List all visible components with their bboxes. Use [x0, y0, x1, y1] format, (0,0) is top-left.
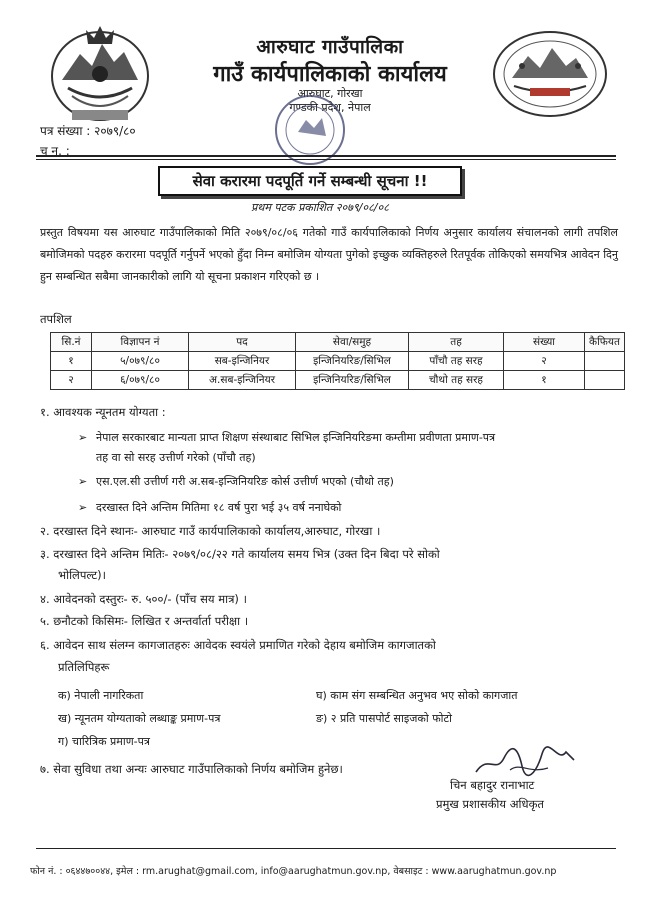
table-cell: १ — [51, 352, 92, 371]
section-qualification-heading: १. आवश्यक न्यूनतम योग्यता : — [40, 405, 166, 419]
table-cell: २ — [504, 352, 585, 371]
signatory-name: चिन बहादुर रानाभाट — [450, 778, 535, 792]
arrow-bullet-icon: ➢ — [78, 501, 88, 514]
office-name-line1: आरुघाट गाउँपालिका — [256, 36, 404, 58]
qualification-text: दरखास्त दिने अन्तिम मितिमा १८ वर्ष पुरा भई ३५ वर्ष ननाघेको — [96, 501, 342, 514]
table-row — [51, 371, 625, 390]
qualification-item — [78, 430, 495, 445]
table-cell — [585, 352, 625, 371]
document-item: ख) न्यूनतम योग्यताको लब्धाङ्क प्रमाण-पत्र — [58, 712, 221, 725]
office-stamp-icon — [270, 90, 350, 170]
notice-title: सेवा करारमा पदपूर्ति गर्ने सम्बन्धी सूचना !! — [158, 166, 462, 196]
footer-divider — [36, 848, 616, 849]
section-selection-type: ५. छनौटको किसिमः- लिखित र अन्तर्वार्ता परीक्षा । — [40, 614, 249, 628]
arrow-bullet-icon: ➢ — [78, 475, 88, 488]
document-item: ङ) २ प्रति पासपोर्ट साइजको फोटो — [316, 712, 452, 725]
table-cell: सब-इन्जिनियर — [189, 352, 296, 371]
publish-note: प्रथम पटक प्रकाशित २०७९/०८/०८ — [251, 201, 389, 214]
table-header: कैफियत — [585, 333, 625, 352]
section-application-fee: ४. आवेदनको दस्तुरः- रु. ५००/- (पाँच सय मात्र) । — [40, 592, 247, 606]
qualification-text-cont: तह वा सो सरह उत्तीर्ण गरेको (पाँचौ तह) — [96, 451, 256, 464]
municipality-logo-icon — [490, 28, 610, 120]
table-cell: चौथो तह सरह — [409, 371, 504, 390]
vacancy-table — [50, 332, 625, 390]
table-header: पद — [189, 333, 296, 352]
office-province: गण्डकी प्रदेश, नेपाल — [289, 101, 371, 114]
qualification-text: नेपाल सरकारबाट मान्यता प्राप्त शिक्षण संस्थाबाट सिभिल इन्जिनियरिङमा कम्तीमा प्रवीणता प्रमाण-पत्र — [96, 431, 496, 444]
table-cell: अ.सब-इन्जिनियर — [189, 371, 296, 390]
letter-number: पत्र संख्या : २०७९/८० — [40, 124, 136, 138]
document-item: घ) काम संग सम्बन्धित अनुभव भए सोको कागजात — [316, 689, 518, 702]
section-deadline-cont: भोलिपल्ट)। — [58, 568, 107, 582]
section-documents-cont: प्रतिलिपिहरू — [58, 660, 110, 674]
table-header: विज्ञापन नं — [92, 333, 189, 352]
section-deadline: ३. दरखास्त दिने अन्तिम मितिः- २०७९/०८/२२ गते कार्यालय समय भित्र (उक्त दिन बिदा परे सोको — [40, 547, 440, 561]
intro-paragraph: प्रस्तुत विषयमा यस आरुघाट गाउँपालिकाको मिति २०७९/०८/०६ गतेको गाउँ कार्यपालिकाको निर्णय अनुसार कार्यालय संचालनको लागी तपशिल बमोजिमको पदहरु करारमा पदपूर्ति गर्नुपर्ने भएको हुँदा निम्न बमोजिम योग्यता पुगेको इच्छुक व्यक्तिहरुले रितपूर्वक तोकिएको समयभित्र आवेदन दिनु हुन सम्बन्धित सबैमा जानकारीको लागि यो सूचना प्रकाशन गरिएको छ । — [40, 226, 618, 283]
table-header: तह — [409, 333, 504, 352]
table-cell: इन्जिनियरिङ/सिभिल — [296, 371, 409, 390]
qualification-item — [78, 500, 341, 515]
table-cell: इन्जिनियरिङ/सिभिल — [296, 352, 409, 371]
footer-contact: फोन नं. : ०६४४७००४४, इमेल : rm.arughat@gmail.com, info@aarughatmun.gov.np, वेबसाइट : www.aarughatmun.gov.np — [30, 866, 557, 877]
document-item: ग) चारित्रिक प्रमाण-पत्र — [58, 735, 150, 748]
table-header: संख्या — [504, 333, 585, 352]
table-cell: ६/०७९/८० — [92, 371, 189, 390]
table-header: सेवा/समुह — [296, 333, 409, 352]
section-facilities: ७. सेवा सुविधा तथा अन्यः आरुघाट गाउँपालिकाको निर्णय बमोजिम हुनेछ। — [40, 762, 343, 776]
arrow-bullet-icon: ➢ — [78, 431, 88, 444]
office-name-line2: गाउँ कार्यपालिकाको कार्यालय — [213, 62, 447, 87]
qualification-text: एस.एल.सी उत्तीर्ण गरी अ.सब-इन्जिनियरिङ कोर्स उत्तीर्ण भएको (चौथो तह) — [96, 475, 394, 488]
header-divider-thin — [36, 159, 616, 160]
qualification-item — [78, 474, 394, 489]
signature-icon — [470, 744, 580, 780]
table-cell: ५/०७९/८० — [92, 352, 189, 371]
table-header-row — [51, 333, 625, 352]
details-label: तपशिल — [40, 312, 72, 326]
section-application-place: २. दरखास्त दिने स्थानः- आरुघाट गाउँ कार्यपालिकाको कार्यालय,आरुघाट, गोरखा । — [40, 524, 381, 538]
document-item: क) नेपाली नागरिकता — [58, 689, 144, 702]
table-row — [51, 352, 625, 371]
signatory-position: प्रमुख प्रशासकीय अधिकृत — [436, 797, 544, 811]
table-header: सि.नं — [51, 333, 92, 352]
section-documents: ६. आवेदन साथ संलग्न कागजातहरुः आवेदक स्वयंले प्रमाणित गरेको देहाय बमोजिम कागजातको — [40, 638, 436, 652]
table-cell: २ — [51, 371, 92, 390]
header-divider — [36, 155, 616, 157]
dispatch-number: च न. : — [40, 144, 70, 158]
nepal-emblem-icon — [42, 18, 158, 130]
table-cell: १ — [504, 371, 585, 390]
table-cell: पाँचौ तह सरह — [409, 352, 504, 371]
table-cell — [585, 371, 625, 390]
office-address: आरुघाट, गोरखा — [297, 87, 363, 100]
